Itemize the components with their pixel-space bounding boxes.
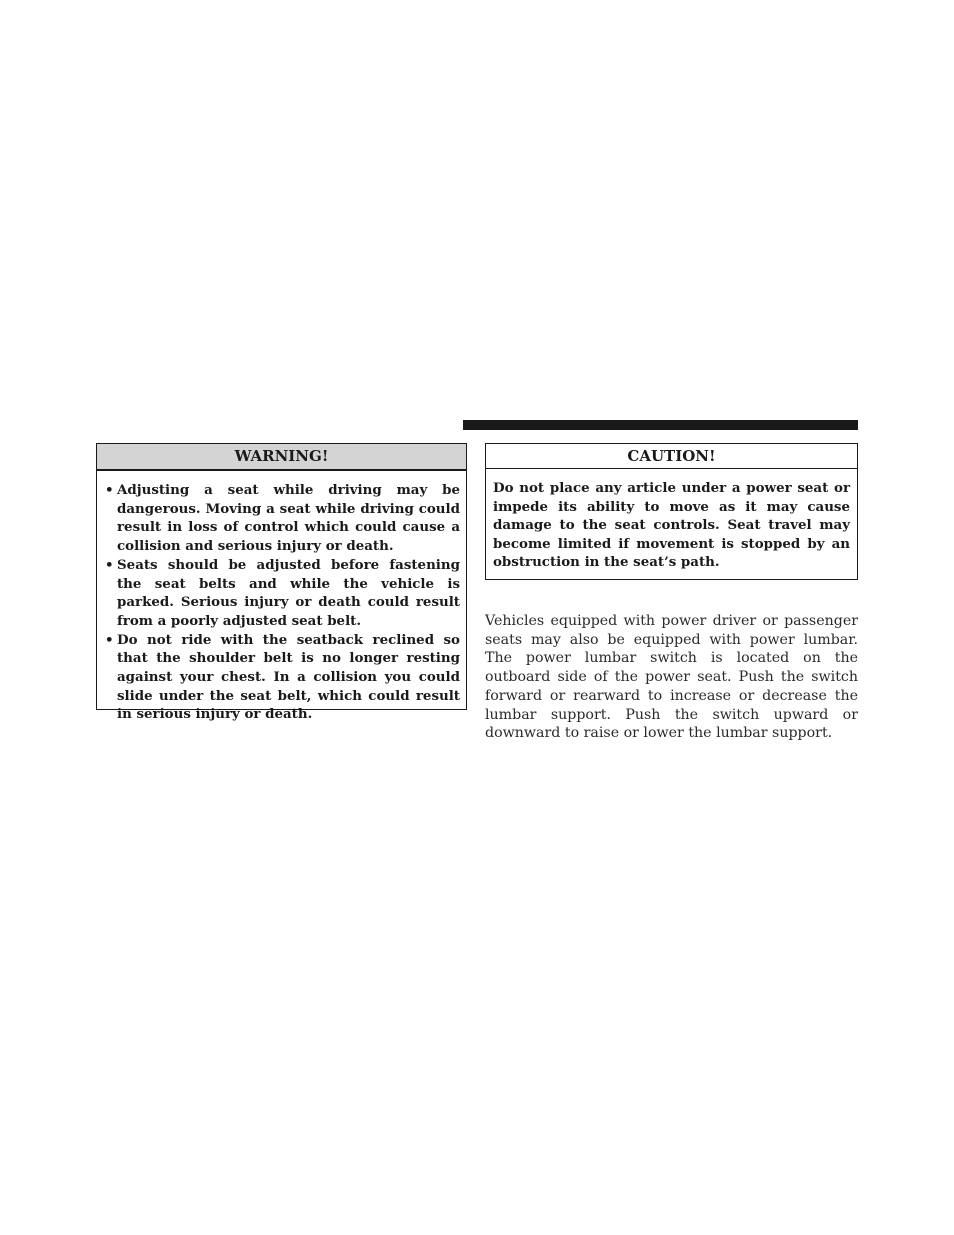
warning-item-text: Do not ride with the seatback reclined so that the shoulder belt is no longer resting against your chest. In a collision you could slide under the seat belt, which could result in serious injury or death. [117,631,460,723]
section-rule [463,420,858,430]
warning-title: WARNING! [97,444,466,471]
warning-item [105,556,460,631]
warning-item-text: Adjusting a seat while driving may be dangerous. Moving a seat while driving could result in loss of control which could cause a collision and serious injury or death. [117,482,460,555]
warning-list [97,471,466,724]
caution-title: CAUTION! [486,444,857,469]
caution-text: Do not place any article under a power seat or impede its ability to move as it may cause damage to the seat controls. Seat travel may become limited if movement is stopped by an obstruction in the seat’s path. [493,480,850,571]
warning-item-text: Seats should be adjusted before fastening the seat belts and while the vehicle is parked. Serious injury or death could result from a poorly adjusted seat belt. [117,556,460,629]
lumbar-paragraph: Vehicles equipped with power driver or passenger seats may also be equipped with power lumbar. The power lumbar switch is located on the outboard side of the power seat. Push the switch forward or rearward to increase or decrease the lumbar support. Push the switch upward or downward to raise or lower the lumbar support. [485,613,858,742]
bullet-icon: • [105,631,114,648]
bullet-icon: • [105,482,114,498]
warning-item [105,631,460,725]
bullet-icon: • [105,556,114,573]
warning-item [105,481,460,556]
caution-box [485,443,858,580]
warning-box [96,443,467,723]
